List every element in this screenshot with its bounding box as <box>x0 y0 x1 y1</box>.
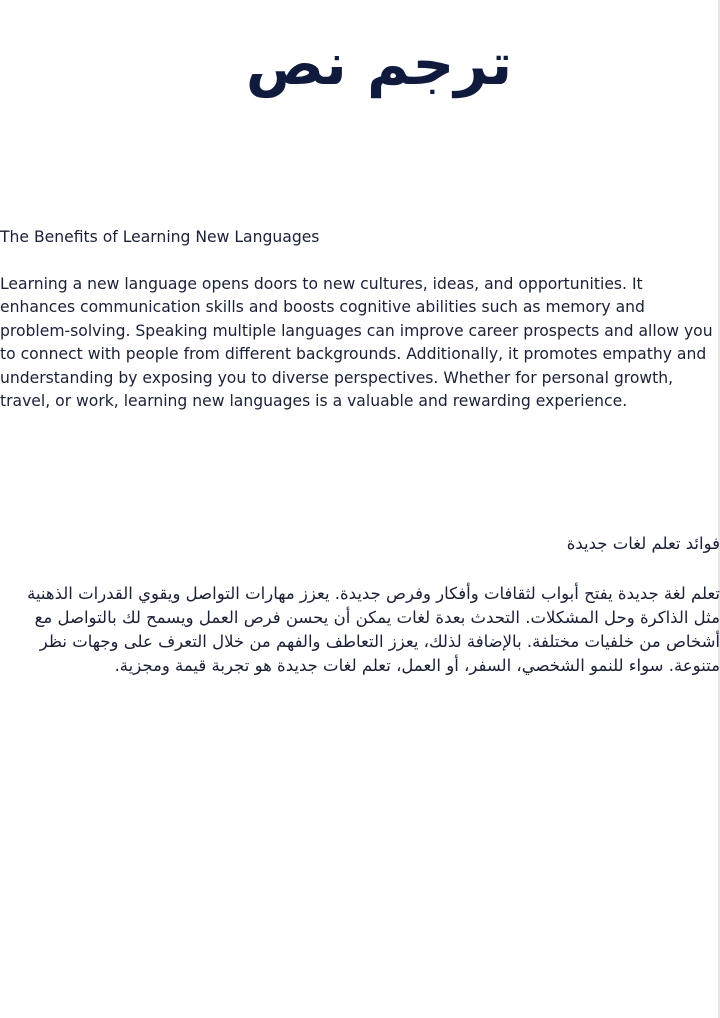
arabic-body: تعلم لغة جديدة يفتح أبواب لثقافات وأفكار وفرص جديدة. يعزز مهارات التواصل ويقوي القدرات الذهنية مثل الذاكرة وحل المشكلات. التحدث بعدة لغات يمكن أن يحسن فرص العمل ويسمح لك بالتواصل مع أشخاص من خلفيات مختلفة. بالإضافة لذلك، يعزز التعاطف والفهم من خلال التعرف على وجهات نظر متنوعة. سواء للنمو الشخصي، السفر، أو العمل، تعلم لغات جديدة هو تجربة قيمة ومجزية. <box>27 584 720 675</box>
arabic-section <box>0 532 720 678</box>
page-title: ترجم نص <box>245 30 513 98</box>
english-body: Learning a new language opens doors to new cultures, ideas, and opportunities. It enhances communication skills and boosts cognitive abilities such as memory and problem-solving. Speaking multiple languages can improve career prospects and allow you to connect with people from different backgrounds. Additionally, it promotes empathy and understanding by exposing you to diverse perspectives. Whether for personal growth, travel, or work, learning new languages is a valuable and rewarding experience. <box>0 274 713 410</box>
english-section <box>0 226 720 414</box>
arabic-heading: فوائد تعلم لغات جديدة <box>566 534 720 553</box>
english-heading: The Benefits of Learning New Languages <box>0 228 320 246</box>
